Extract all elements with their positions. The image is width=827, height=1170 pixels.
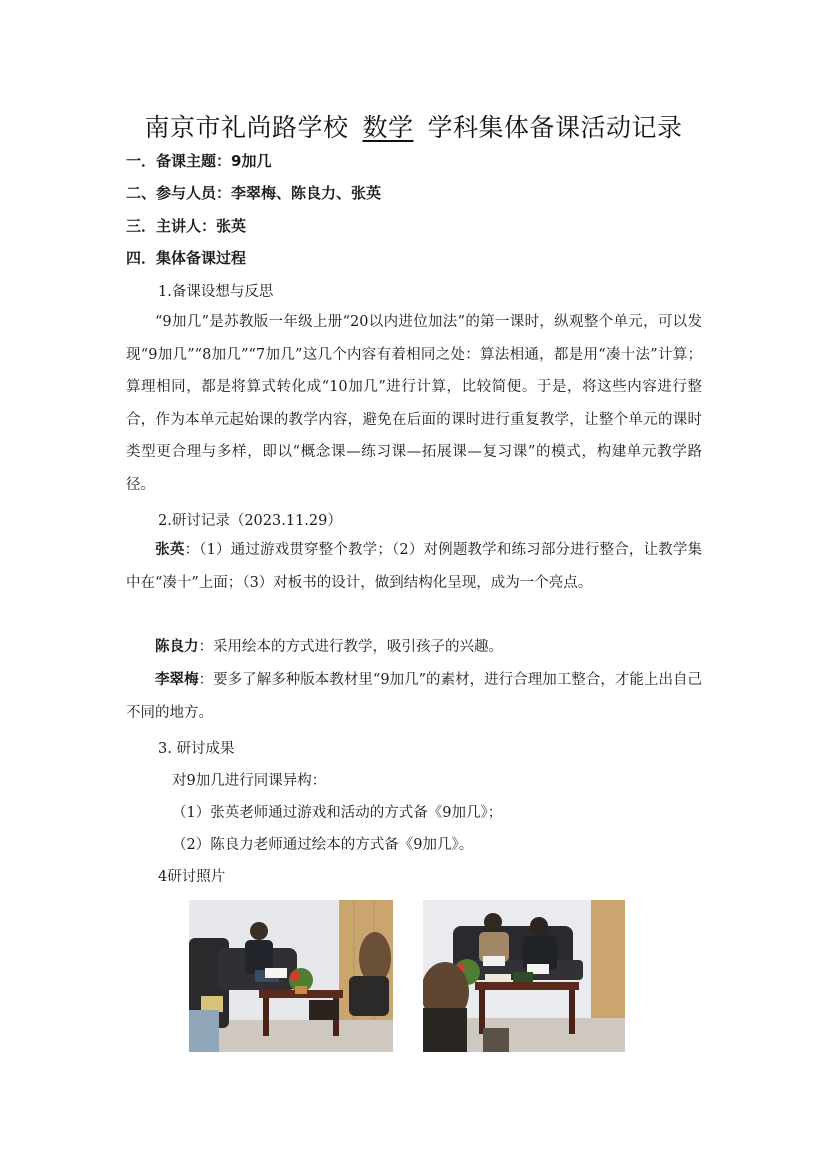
sub3-item-2: （2）陈良力老师通过绘本的方式备《9加几》。 <box>172 837 474 853</box>
sub4-heading: 4研讨照片 <box>158 869 226 885</box>
comment-text: ：（1）通过游戏贯穿整个教学；（2）对例题教学和练习部分进行整合，让教学集中在“凑十”上面；（3）对板书的设计，做到结构化呈现，成为一个亮点。 <box>126 542 703 591</box>
sub1-text: “9加几”是苏教版一年级上册“20以内进位加法”的第一课时，纵观整个单元，可以发现“9加几”“8加几”“7加几”这几个内容有着相同之处：算法相通，都是用“凑十法”计算；算理相同，都是将算式转化成“10加几”进行计算，比较简便。于是，将这些内容进行整合，作为本单元起始课的教学内容，避免在后面的课时进行重复教学，让整个单元的课时类型更合理与多样，即以“概念课—练习课—拓展课—复习课”的模式，构建单元教学路径。 <box>126 314 702 493</box>
section-topic: 一．备课主题：9加几 <box>126 152 272 170</box>
record-type: 学科集体备课活动记录 <box>427 113 683 142</box>
comment-text: ：采用绘本的方式进行教学，吸引孩子的兴趣。 <box>198 639 503 655</box>
comment-text: ：要多了解多种版本教材里“9加几”的素材，进行合理加工整合，才能上出自己不同的地方。 <box>126 672 702 721</box>
commenter-name: 李翠梅 <box>155 672 199 688</box>
section-process: 四．集体备课过程 <box>126 249 247 267</box>
section-speaker: 三．主讲人：张英 <box>126 217 247 235</box>
subject-name: 数学 <box>362 113 414 142</box>
commenter-name: 张英 <box>155 542 185 558</box>
sub1-heading: 1.备课设想与反思 <box>158 284 274 300</box>
sub3-item-1: （1）张英老师通过游戏和活动的方式备《9加几》； <box>172 805 503 821</box>
page-title <box>0 108 827 144</box>
meeting-photo-2 <box>423 900 625 1052</box>
commenter-name: 陈良力 <box>155 639 199 655</box>
comment-zhang <box>126 534 702 599</box>
section-participants: 二、参与人员：李翠梅、陈良力、张英 <box>126 184 382 202</box>
sub3-intro: 对9加几进行同课异构： <box>172 773 327 789</box>
comment-chen <box>126 631 702 664</box>
school-name: 南京市礼尚路学校 <box>144 113 349 142</box>
sub2-heading: 2.研讨记录（2023.11.29） <box>158 513 342 529</box>
sub3-heading: 3. 研讨成果 <box>158 741 235 757</box>
comment-li <box>126 664 702 729</box>
meeting-photo-1 <box>189 900 393 1052</box>
sub1-paragraph <box>126 306 702 501</box>
